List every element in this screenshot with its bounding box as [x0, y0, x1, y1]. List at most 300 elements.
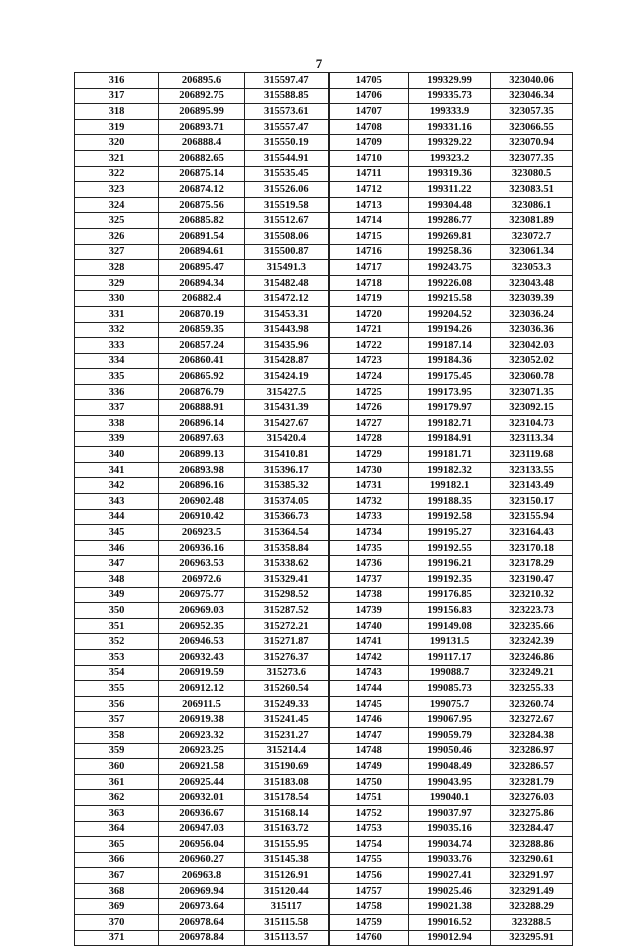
table-cell: 347 — [75, 556, 159, 572]
table-cell: 14722 — [329, 338, 409, 354]
table-cell: 323284.38 — [491, 727, 573, 743]
table-cell: 315214.4 — [245, 743, 329, 759]
table-cell: 206902.48 — [159, 494, 245, 510]
table-cell: 315364.54 — [245, 525, 329, 541]
table-cell: 334 — [75, 353, 159, 369]
table-cell: 317 — [75, 88, 159, 104]
table-cell: 315431.39 — [245, 400, 329, 416]
table-row — [75, 416, 573, 432]
table-cell: 199088.7 — [409, 665, 491, 681]
table-cell: 206911.5 — [159, 696, 245, 712]
table-cell: 315126.91 — [245, 868, 329, 884]
table-cell: 199012.94 — [409, 930, 491, 946]
table-cell: 14732 — [329, 494, 409, 510]
table-row — [75, 431, 573, 447]
table-cell: 206896.16 — [159, 478, 245, 494]
table-cell: 199184.36 — [409, 353, 491, 369]
table-cell: 206892.75 — [159, 88, 245, 104]
table-cell: 14746 — [329, 712, 409, 728]
table-cell: 199075.7 — [409, 696, 491, 712]
table-cell: 315427.5 — [245, 384, 329, 400]
table-cell: 14751 — [329, 790, 409, 806]
table-cell: 367 — [75, 868, 159, 884]
table-cell: 315358.84 — [245, 540, 329, 556]
table-cell: 315276.37 — [245, 649, 329, 665]
table-row — [75, 353, 573, 369]
table-cell: 14755 — [329, 852, 409, 868]
table-cell: 199311.22 — [409, 182, 491, 198]
table-cell: 14757 — [329, 883, 409, 899]
table-row — [75, 369, 573, 385]
table-cell: 323272.67 — [491, 712, 573, 728]
table-cell: 359 — [75, 743, 159, 759]
table-row — [75, 634, 573, 650]
table-cell: 14744 — [329, 681, 409, 697]
table-cell: 336 — [75, 384, 159, 400]
table-row — [75, 197, 573, 213]
table-cell: 206975.77 — [159, 587, 245, 603]
table-cell: 315385.32 — [245, 478, 329, 494]
table-row — [75, 540, 573, 556]
table-cell: 315557.47 — [245, 119, 329, 135]
table-cell: 14716 — [329, 244, 409, 260]
table-cell: 199192.58 — [409, 509, 491, 525]
table-cell: 369 — [75, 899, 159, 915]
table-row — [75, 244, 573, 260]
table-cell: 323275.86 — [491, 805, 573, 821]
table-cell: 320 — [75, 135, 159, 151]
table-cell: 206885.82 — [159, 213, 245, 229]
table-cell: 322 — [75, 166, 159, 182]
table-cell: 14713 — [329, 197, 409, 213]
table-row — [75, 166, 573, 182]
table-row — [75, 213, 573, 229]
table-cell: 14740 — [329, 618, 409, 634]
table-cell: 199182.1 — [409, 478, 491, 494]
table-cell: 206960.27 — [159, 852, 245, 868]
table-cell: 199188.35 — [409, 494, 491, 510]
table-row — [75, 338, 573, 354]
table-cell: 199184.91 — [409, 431, 491, 447]
table-cell: 323113.34 — [491, 431, 573, 447]
table-cell: 323042.03 — [491, 338, 573, 354]
table-cell: 199194.26 — [409, 322, 491, 338]
table-cell: 199195.27 — [409, 525, 491, 541]
table-cell: 316 — [75, 73, 159, 89]
table-cell: 199175.45 — [409, 369, 491, 385]
table-cell: 14711 — [329, 166, 409, 182]
table-cell: 206936.67 — [159, 805, 245, 821]
table-cell: 199329.99 — [409, 73, 491, 89]
table-cell: 323060.78 — [491, 369, 573, 385]
table-cell: 315396.17 — [245, 462, 329, 478]
table-cell: 323288.5 — [491, 915, 573, 931]
table-row — [75, 805, 573, 821]
table-cell: 206875.14 — [159, 166, 245, 182]
table-cell: 323070.94 — [491, 135, 573, 151]
table-cell: 338 — [75, 416, 159, 432]
table-cell: 315374.05 — [245, 494, 329, 510]
table-cell: 14754 — [329, 837, 409, 853]
table-cell: 361 — [75, 774, 159, 790]
table-cell: 315410.81 — [245, 447, 329, 463]
table-cell: 199226.08 — [409, 275, 491, 291]
table-row — [75, 73, 573, 89]
table-cell: 14725 — [329, 384, 409, 400]
table-cell: 206888.4 — [159, 135, 245, 151]
table-cell: 346 — [75, 540, 159, 556]
table-cell: 315338.62 — [245, 556, 329, 572]
table-cell: 315500.87 — [245, 244, 329, 260]
table-cell: 14760 — [329, 930, 409, 946]
table-cell: 206882.4 — [159, 291, 245, 307]
table-cell: 353 — [75, 649, 159, 665]
table-cell: 327 — [75, 244, 159, 260]
table-row — [75, 135, 573, 151]
table-row — [75, 228, 573, 244]
table-cell: 323052.02 — [491, 353, 573, 369]
table-cell: 323036.24 — [491, 306, 573, 322]
coordinates-table — [74, 72, 573, 946]
table-cell: 342 — [75, 478, 159, 494]
table-cell: 315597.47 — [245, 73, 329, 89]
table-row — [75, 712, 573, 728]
table-cell: 323288.29 — [491, 899, 573, 915]
table-cell: 349 — [75, 587, 159, 603]
table-row — [75, 681, 573, 697]
table-cell: 206893.98 — [159, 462, 245, 478]
table-cell: 206923.25 — [159, 743, 245, 759]
table-cell: 315588.85 — [245, 88, 329, 104]
table-cell: 315231.27 — [245, 727, 329, 743]
table-cell: 199050.46 — [409, 743, 491, 759]
table-cell: 199033.76 — [409, 852, 491, 868]
table-cell: 199156.83 — [409, 603, 491, 619]
table-cell: 14717 — [329, 260, 409, 276]
table-row — [75, 696, 573, 712]
table-cell: 323255.33 — [491, 681, 573, 697]
table-row — [75, 150, 573, 166]
table-cell: 206870.19 — [159, 306, 245, 322]
table-cell: 323155.94 — [491, 509, 573, 525]
table-cell: 315443.98 — [245, 322, 329, 338]
table-cell: 344 — [75, 509, 159, 525]
table-row — [75, 774, 573, 790]
table-cell: 339 — [75, 431, 159, 447]
table-cell: 199173.95 — [409, 384, 491, 400]
table-row — [75, 603, 573, 619]
table-row — [75, 930, 573, 946]
table-cell: 315241.45 — [245, 712, 329, 728]
table-cell: 323036.36 — [491, 322, 573, 338]
table-cell: 323040.06 — [491, 73, 573, 89]
table-cell: 315271.87 — [245, 634, 329, 650]
table-cell: 206947.03 — [159, 821, 245, 837]
table-cell: 323276.03 — [491, 790, 573, 806]
table-cell: 14714 — [329, 213, 409, 229]
table-cell: 315329.41 — [245, 572, 329, 588]
table-cell: 206978.64 — [159, 915, 245, 931]
table-cell: 14715 — [329, 228, 409, 244]
table-row — [75, 509, 573, 525]
table-cell: 354 — [75, 665, 159, 681]
table-cell: 199131.5 — [409, 634, 491, 650]
table-cell: 315535.45 — [245, 166, 329, 182]
table-cell: 315428.87 — [245, 353, 329, 369]
table-row — [75, 821, 573, 837]
table-row — [75, 104, 573, 120]
table-cell: 199037.97 — [409, 805, 491, 821]
table-cell: 348 — [75, 572, 159, 588]
table-cell: 14705 — [329, 73, 409, 89]
page-number: 7 — [315, 56, 323, 71]
table-cell: 315260.54 — [245, 681, 329, 697]
table-cell: 206919.38 — [159, 712, 245, 728]
table-cell: 323235.66 — [491, 618, 573, 634]
table-cell: 206896.14 — [159, 416, 245, 432]
table-cell: 315453.31 — [245, 306, 329, 322]
table-row — [75, 291, 573, 307]
table-cell: 14737 — [329, 572, 409, 588]
table-cell: 199323.2 — [409, 150, 491, 166]
table-cell: 330 — [75, 291, 159, 307]
table-cell: 206973.64 — [159, 899, 245, 915]
table-cell: 199319.36 — [409, 166, 491, 182]
table-cell: 14720 — [329, 306, 409, 322]
table-cell: 315168.14 — [245, 805, 329, 821]
table-cell: 355 — [75, 681, 159, 697]
table-row — [75, 618, 573, 634]
table-cell: 371 — [75, 930, 159, 946]
table-cell: 315120.44 — [245, 883, 329, 899]
table-cell: 323291.49 — [491, 883, 573, 899]
table-cell: 323092.15 — [491, 400, 573, 416]
table-cell: 199034.74 — [409, 837, 491, 853]
table-cell: 206925.44 — [159, 774, 245, 790]
table-row — [75, 665, 573, 681]
table-cell: 14745 — [329, 696, 409, 712]
table-cell: 199215.58 — [409, 291, 491, 307]
table-cell: 14719 — [329, 291, 409, 307]
table-cell: 323119.68 — [491, 447, 573, 463]
table-cell: 206969.03 — [159, 603, 245, 619]
table-cell: 14727 — [329, 416, 409, 432]
table-cell: 199196.21 — [409, 556, 491, 572]
table-row — [75, 384, 573, 400]
table-row — [75, 883, 573, 899]
table-cell: 315183.08 — [245, 774, 329, 790]
table-cell: 323039.39 — [491, 291, 573, 307]
table-cell: 206857.24 — [159, 338, 245, 354]
table-cell: 362 — [75, 790, 159, 806]
table-cell: 206865.92 — [159, 369, 245, 385]
table-cell: 206860.41 — [159, 353, 245, 369]
table-cell: 199192.55 — [409, 540, 491, 556]
table-cell: 14756 — [329, 868, 409, 884]
table-cell: 315526.06 — [245, 182, 329, 198]
table-cell: 199059.79 — [409, 727, 491, 743]
table-cell: 206910.42 — [159, 509, 245, 525]
table-cell: 323104.73 — [491, 416, 573, 432]
table-row — [75, 790, 573, 806]
table-cell: 333 — [75, 338, 159, 354]
table-cell: 357 — [75, 712, 159, 728]
table-cell: 340 — [75, 447, 159, 463]
table-cell: 323286.97 — [491, 743, 573, 759]
table-cell: 324 — [75, 197, 159, 213]
table-cell: 199117.17 — [409, 649, 491, 665]
table-cell: 323 — [75, 182, 159, 198]
table-cell: 206919.59 — [159, 665, 245, 681]
table-row — [75, 837, 573, 853]
table-cell: 323150.17 — [491, 494, 573, 510]
table-cell: 14735 — [329, 540, 409, 556]
table-cell: 370 — [75, 915, 159, 931]
table-cell: 206932.01 — [159, 790, 245, 806]
table-cell: 323066.55 — [491, 119, 573, 135]
table-cell: 323053.3 — [491, 260, 573, 276]
table-cell: 199085.73 — [409, 681, 491, 697]
table-cell: 206936.16 — [159, 540, 245, 556]
table-cell: 206969.94 — [159, 883, 245, 899]
table-cell: 323242.39 — [491, 634, 573, 650]
table-cell: 323284.47 — [491, 821, 573, 837]
table-cell: 199040.1 — [409, 790, 491, 806]
table-cell: 315117 — [245, 899, 329, 915]
table-cell: 14707 — [329, 104, 409, 120]
table-cell: 206895.99 — [159, 104, 245, 120]
table-row — [75, 743, 573, 759]
table-row — [75, 306, 573, 322]
table-cell: 323081.89 — [491, 213, 573, 229]
table-row — [75, 525, 573, 541]
table-cell: 14708 — [329, 119, 409, 135]
table-cell: 206888.91 — [159, 400, 245, 416]
table-cell: 364 — [75, 821, 159, 837]
table-cell: 315249.33 — [245, 696, 329, 712]
table-cell: 206894.61 — [159, 244, 245, 260]
table-cell: 14753 — [329, 821, 409, 837]
table-cell: 199048.49 — [409, 759, 491, 775]
table-cell: 323164.43 — [491, 525, 573, 541]
coordinates-table-body — [75, 73, 573, 946]
table-cell: 315420.4 — [245, 431, 329, 447]
table-row — [75, 572, 573, 588]
table-cell: 323178.29 — [491, 556, 573, 572]
table-row — [75, 915, 573, 931]
table-cell: 206875.56 — [159, 197, 245, 213]
table-row — [75, 587, 573, 603]
table-cell: 14731 — [329, 478, 409, 494]
table-cell: 337 — [75, 400, 159, 416]
table-cell: 315573.61 — [245, 104, 329, 120]
table-cell: 199243.75 — [409, 260, 491, 276]
table-cell: 323291.97 — [491, 868, 573, 884]
table-cell: 323046.34 — [491, 88, 573, 104]
table-cell: 14747 — [329, 727, 409, 743]
table-row — [75, 494, 573, 510]
table-cell: 199187.14 — [409, 338, 491, 354]
table-cell: 206899.13 — [159, 447, 245, 463]
table-cell: 365 — [75, 837, 159, 853]
table-row — [75, 260, 573, 276]
table-row — [75, 447, 573, 463]
table-cell: 14736 — [329, 556, 409, 572]
table-cell: 14759 — [329, 915, 409, 931]
table-cell: 14709 — [329, 135, 409, 151]
table-cell: 14724 — [329, 369, 409, 385]
table-cell: 14758 — [329, 899, 409, 915]
table-cell: 199043.95 — [409, 774, 491, 790]
table-cell: 206963.8 — [159, 868, 245, 884]
table-cell: 323086.1 — [491, 197, 573, 213]
table-cell: 323223.73 — [491, 603, 573, 619]
table-cell: 328 — [75, 260, 159, 276]
table-cell: 323072.7 — [491, 228, 573, 244]
table-cell: 206963.53 — [159, 556, 245, 572]
table-cell: 323133.55 — [491, 462, 573, 478]
table-cell: 315145.38 — [245, 852, 329, 868]
table-cell: 343 — [75, 494, 159, 510]
table-cell: 206895.47 — [159, 260, 245, 276]
table-cell: 14723 — [329, 353, 409, 369]
table-row — [75, 119, 573, 135]
table-cell: 323170.18 — [491, 540, 573, 556]
table-cell: 206882.65 — [159, 150, 245, 166]
table-cell: 199304.48 — [409, 197, 491, 213]
table-cell: 199258.36 — [409, 244, 491, 260]
table-row — [75, 88, 573, 104]
table-cell: 315512.67 — [245, 213, 329, 229]
table-cell: 206893.71 — [159, 119, 245, 135]
table-row — [75, 868, 573, 884]
table-cell: 199016.52 — [409, 915, 491, 931]
table-cell: 315287.52 — [245, 603, 329, 619]
table-cell: 14730 — [329, 462, 409, 478]
table-cell: 323286.57 — [491, 759, 573, 775]
table-cell: 206859.35 — [159, 322, 245, 338]
table-cell: 14741 — [329, 634, 409, 650]
table-cell: 14718 — [329, 275, 409, 291]
table-cell: 350 — [75, 603, 159, 619]
table-cell: 315482.48 — [245, 275, 329, 291]
table-cell: 199067.95 — [409, 712, 491, 728]
table-cell: 323295.91 — [491, 930, 573, 946]
table-cell: 199331.16 — [409, 119, 491, 135]
table-row — [75, 649, 573, 665]
table-cell: 325 — [75, 213, 159, 229]
table-cell: 14729 — [329, 447, 409, 463]
table-cell: 315491.3 — [245, 260, 329, 276]
table-cell: 315273.6 — [245, 665, 329, 681]
table-cell: 14712 — [329, 182, 409, 198]
table-cell: 331 — [75, 306, 159, 322]
table-cell: 315115.58 — [245, 915, 329, 931]
table-cell: 326 — [75, 228, 159, 244]
table-cell: 206952.35 — [159, 618, 245, 634]
table-cell: 199149.08 — [409, 618, 491, 634]
table-cell: 315178.54 — [245, 790, 329, 806]
table-cell: 14742 — [329, 649, 409, 665]
table-cell: 315508.06 — [245, 228, 329, 244]
table-cell: 199027.41 — [409, 868, 491, 884]
table-cell: 199286.77 — [409, 213, 491, 229]
table-cell: 315163.72 — [245, 821, 329, 837]
table-cell: 315424.19 — [245, 369, 329, 385]
table-cell: 315190.69 — [245, 759, 329, 775]
table-cell: 335 — [75, 369, 159, 385]
table-cell: 199335.73 — [409, 88, 491, 104]
